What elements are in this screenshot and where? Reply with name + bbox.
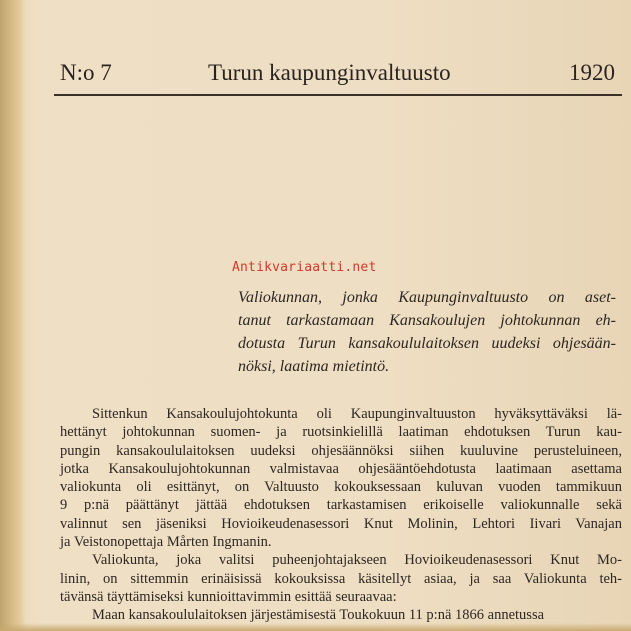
intro-line: tanut tarkastamaan Kansakoulujen johtokunnan eh-	[238, 312, 616, 329]
intro-line: nöksi, laatima mietintö.	[238, 358, 390, 375]
body-line: hettänyt johtokunnan suomen- ja ruotsinkielillä laatiman ehdotuksen Turun kau-	[60, 424, 622, 441]
body-line: linin, on sittemmin erinäisissä kokouksissa käsitellyt asiaa, ja saa Valiokunta teh-	[60, 570, 622, 587]
body-line: valinnut sen jäseniksi Hovioikeudenasessori Knut Molinin, Lehtori Iivari Vanajan	[60, 515, 622, 532]
intro-line: dotusta Turun kansakoululaitoksen uudeksi ohjesään-	[238, 335, 616, 352]
intro-paragraph	[238, 286, 616, 378]
body-line: tävänsä täyttämiseksi kunnioittavimmin esittää seuraavaa:	[60, 588, 397, 605]
page-binding-edge	[0, 0, 26, 631]
body-line: 9 p:nä päättänyt jättää ehdotuksen tarkastamisen erikoiselle valiokunnalle sekä	[60, 497, 622, 514]
header-rule	[54, 94, 622, 96]
body-line: valiokunta oli esittänyt, on Valtuusto kokouksessaan kuluvan vuoden tammikuun	[60, 479, 622, 496]
publication-year: 1920	[569, 60, 615, 85]
body-line: Valiokunta, joka valitsi puheenjohtajakseen Hovioikeudenasessori Knut Mo-	[92, 552, 622, 569]
body-line: jotka Kansakoulujohtokunnan valmistavaa ohjesääntöehdotusta laatimaan asettama	[60, 460, 622, 477]
intro-line: Valiokunnan, jonka Kaupunginvaltuusto on aset-	[238, 289, 616, 306]
body-line: Sittenkun Kansakoulujohtokunta oli Kaupunginvaltuuston hyväksyttäväksi lä-	[92, 406, 622, 422]
body-line: pungin kansakoululaitoksen uudeksi ohjesäännöksi siihen kuuluvine perusteluineen,	[60, 442, 622, 459]
document-header	[60, 60, 615, 90]
body-line: ja Veistonopettaja Mårten Ingmanin.	[60, 534, 272, 551]
body-line: Maan kansakoululaitoksen järjestämisestä Toukokuun 11 p:nä 1866 annetussa	[92, 607, 545, 624]
issue-number: N:o 7	[60, 60, 112, 85]
body-text	[60, 405, 622, 625]
publication-title: Turun kaupunginvaltuusto	[208, 60, 451, 85]
watermark-text: Antikvariaatti.net	[232, 260, 377, 275]
